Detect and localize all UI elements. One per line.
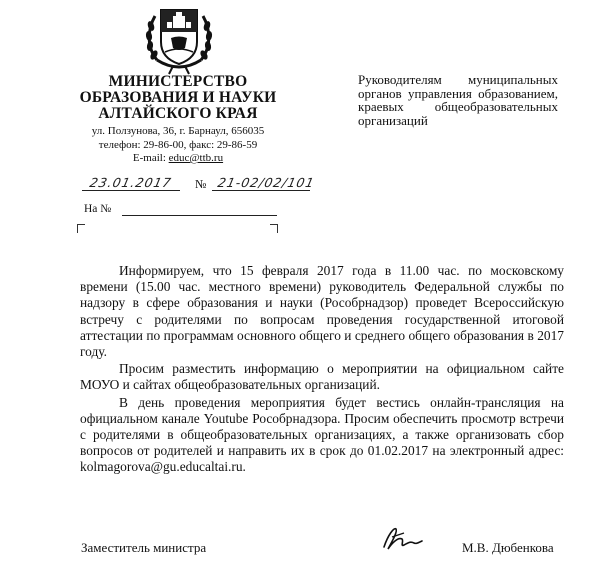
body-paragraph-1: Информируем, что 15 февраля 2017 года в 11.00 час. по московскому времени (15.00 час. местного времени) руководитель Федеральной службы по надзору в сфере образования и науки (Рособрнадзор) проведет Всероссийскую встречу с родителями по вопросам проведения государственной итоговой аттестации по программам основного общего и среднего общего образования в 2017 году. — [80, 263, 564, 360]
ministry-name-line-3: АЛТАЙСКОГО КРАЯ — [98, 105, 258, 122]
signer-role: Заместитель министра — [81, 540, 207, 555]
email-label: E-mail: — [132, 152, 169, 164]
corner-bracket-left — [77, 224, 85, 233]
ministry-name-line-2: ОБРАЗОВАНИЯ И НАУКИ — [79, 89, 277, 106]
altai-krai-coat-of-arms-icon — [143, 2, 215, 76]
ministry-address: ул. Ползунова, 36, г. Барнаул, 656035 — [91, 125, 265, 137]
ministry-block — [62, 74, 294, 166]
body-paragraph-2: Просим разместить информацию о мероприятии на официальном сайте МОУО и сайтах общеобразовательных организаций. — [80, 361, 564, 393]
ministry-name-line-1: МИНИСТЕРСТВО — [108, 73, 248, 90]
ministry-email-line — [62, 152, 294, 166]
reference-label: На № — [84, 203, 112, 215]
addressee: Руководителям муниципальных органов управления образованием, краевых общеобразовательных организаций — [358, 72, 558, 128]
reference-underline — [122, 215, 277, 216]
ministry-phone: телефон: 29-86-00, факс: 29-86-59 — [98, 138, 258, 151]
corner-bracket-right — [270, 224, 278, 233]
signer-name: М.В. Дюбенкова — [462, 540, 554, 555]
handwritten-signature-icon — [378, 523, 426, 555]
number-label: № — [195, 177, 207, 191]
letter-date: 23.01.2017 — [88, 175, 174, 190]
ministry-email-link[interactable]: educ@ttb.ru — [168, 152, 224, 164]
letter-body — [80, 263, 564, 477]
letter-number: 21-02/02/101 — [216, 175, 317, 190]
date-underline — [82, 190, 180, 191]
body-paragraph-3: В день проведения мероприятия будет вестись онлайн-трансляция на официальном канале Youtube Рособрнадзора. Просим обеспечить просмотр встречи с родителями в общеобразовательных организациях, а также организовать сбор вопросов от родителей и направить их в срок до 01.02.2017 на электронный адрес: kolmagorova@gu.educaltai.ru. — [80, 394, 564, 475]
number-underline — [212, 190, 310, 191]
